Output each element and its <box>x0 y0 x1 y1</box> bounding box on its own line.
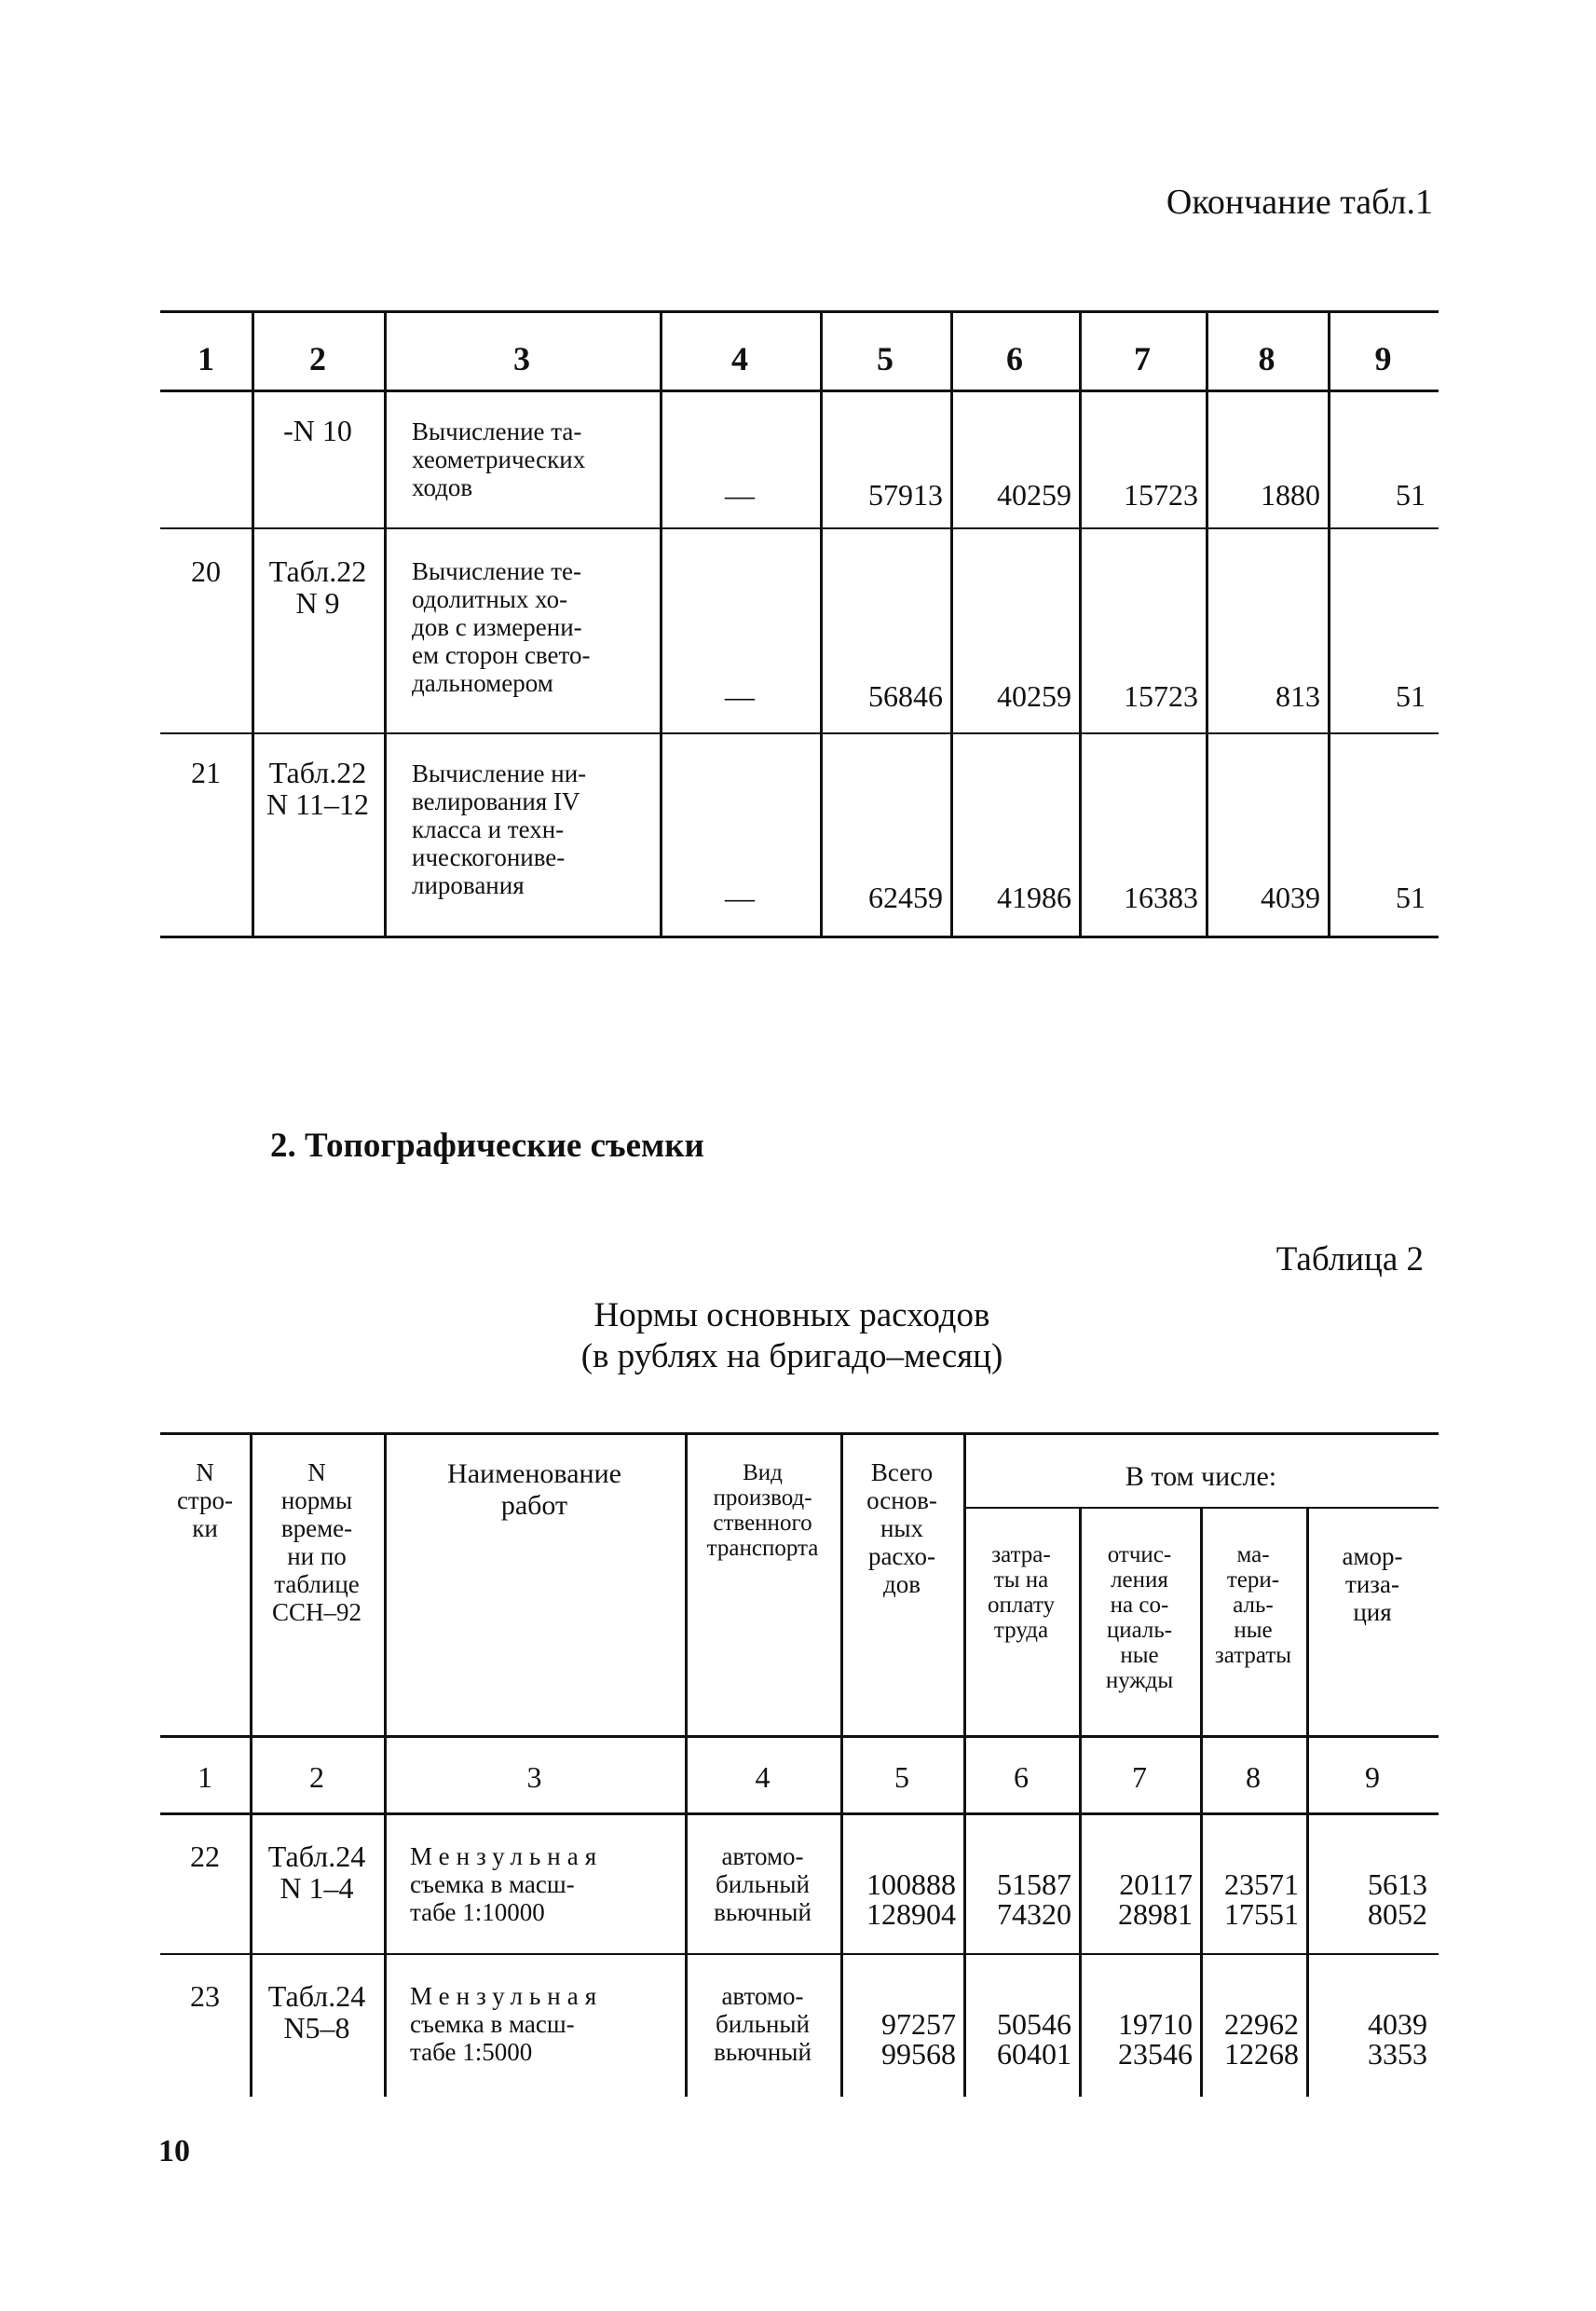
norm-reference: N 1–4 <box>280 1871 354 1905</box>
table-1-col-number: 4 <box>731 340 748 377</box>
total-expenses: 100888 <box>866 1867 956 1901</box>
row-number: 22 <box>190 1839 220 1873</box>
row-number: 21 <box>191 756 221 789</box>
header-line: транспорта <box>706 1536 819 1561</box>
header-line: ция <box>1353 1598 1392 1626</box>
table-1-col-number: 6 <box>1006 340 1023 377</box>
work-name-line: Вычисление ни- <box>412 759 587 787</box>
social-deductions: 15723 <box>1124 478 1198 512</box>
section-title: 2. Топографические съемки <box>270 1127 704 1165</box>
depreciation: 8052 <box>1368 1897 1427 1931</box>
material-costs: 4039 <box>1261 881 1320 914</box>
transport-type: — <box>725 881 755 914</box>
work-name-line: Мензульная <box>410 1982 604 2010</box>
header-line: ки <box>192 1514 218 1542</box>
table-1-col-rule <box>384 310 387 936</box>
work-name-line: съемка в масш- <box>410 2010 575 2038</box>
header-line: ССН–92 <box>271 1598 362 1626</box>
material-costs: 12268 <box>1224 2037 1299 2071</box>
table-1-col-rule <box>1328 310 1330 936</box>
header-line: Вид <box>743 1460 783 1485</box>
header-line: стро- <box>176 1486 234 1514</box>
work-name-line: хеометрических <box>412 445 586 473</box>
work-name-line: Мензульная <box>410 1842 604 1870</box>
total-expenses: 97257 <box>881 2007 956 2041</box>
material-costs: 22962 <box>1224 2007 1299 2041</box>
labor-cost: 41986 <box>997 881 1071 914</box>
depreciation: 4039 <box>1368 2007 1427 2041</box>
table-2-col-number-rule <box>160 1812 1439 1815</box>
total-expenses: 128904 <box>866 1897 956 1931</box>
header-line: нормы <box>280 1486 353 1514</box>
transport-type: вьючный <box>714 1898 812 1926</box>
norm-reference: Табл.24 <box>267 1839 366 1873</box>
table-1-col-rule <box>1079 310 1082 936</box>
header-material-costs <box>1200 1542 1306 1668</box>
norm-reference: Табл.22 <box>268 554 367 588</box>
header-line: Наименование <box>447 1458 621 1489</box>
table-title-line: Нормы основных расходов <box>593 1296 990 1334</box>
table-1-bottom-rule <box>160 936 1439 938</box>
header-line: основ- <box>866 1486 937 1514</box>
header-line: тиза- <box>1345 1570 1399 1598</box>
material-costs: 813 <box>1275 679 1320 713</box>
depreciation: 5613 <box>1368 1867 1427 1901</box>
transport-type: автомо- <box>721 1842 804 1870</box>
work-name-line: табе 1:10000 <box>410 1898 545 1926</box>
header-line: аль- <box>1233 1593 1274 1618</box>
header-line: ты на <box>993 1567 1049 1593</box>
header-line: ни по <box>287 1542 347 1570</box>
total-expenses: 62459 <box>868 881 943 914</box>
table-1-col-rule <box>950 310 953 936</box>
transport-type: бильный <box>715 1870 810 1898</box>
table-1-col-rule <box>820 310 823 936</box>
material-costs: 23571 <box>1224 1867 1299 1901</box>
work-name-line: дальномером <box>412 669 553 697</box>
work-name-line: ходов <box>412 473 473 501</box>
header-line: таблице <box>274 1570 360 1598</box>
labor-cost: 51587 <box>997 1867 1071 1901</box>
row-number: 20 <box>191 554 221 588</box>
header-line: дов <box>883 1570 921 1598</box>
header-total-expenses <box>840 1458 963 1598</box>
table-1-col-number: 2 <box>309 340 326 377</box>
table-1-col-number: 8 <box>1258 340 1275 377</box>
total-expenses: 57913 <box>868 478 943 512</box>
table-2-col-number: 2 <box>309 1760 324 1794</box>
table-1-col-number: 7 <box>1134 340 1151 377</box>
norm-reference: Табл.24 <box>267 1979 366 2013</box>
table-title <box>466 1295 1118 1377</box>
header-line: време- <box>280 1514 353 1542</box>
table-continuation-label: Окончание табл.1 <box>1166 183 1433 222</box>
transport-type: автомо- <box>721 1982 804 2010</box>
transport-type: — <box>725 478 755 512</box>
social-deductions: 19710 <box>1118 2007 1193 2041</box>
header-line: ма- <box>1236 1542 1270 1567</box>
header-work-name <box>384 1458 685 1522</box>
social-deductions: 15723 <box>1124 679 1198 713</box>
work-name-line: ем сторон свето- <box>412 641 591 669</box>
header-line: ных <box>880 1514 924 1542</box>
labor-cost: 40259 <box>997 679 1071 713</box>
table-1-col-number: 5 <box>877 340 893 377</box>
table-1-row-rule <box>160 527 1439 529</box>
norm-reference: N 11–12 <box>266 787 369 821</box>
header-depreciation <box>1306 1542 1439 1626</box>
table-1-header-rule <box>160 390 1439 392</box>
table-label: Таблица 2 <box>1275 1240 1424 1279</box>
header-line: расхо- <box>867 1542 936 1570</box>
work-name-line: Вычисление та- <box>412 417 582 445</box>
header-line: затраты <box>1214 1643 1292 1668</box>
header-line: ления <box>1111 1567 1168 1593</box>
labor-cost: 40259 <box>997 478 1071 512</box>
depreciation: 51 <box>1396 478 1425 512</box>
norm-reference: N 9 <box>295 586 340 620</box>
header-line: производ- <box>713 1485 812 1511</box>
work-name-line: дов с измерени- <box>412 613 582 641</box>
header-line: циаль- <box>1106 1618 1173 1643</box>
norm-reference: Табл.22 <box>268 756 367 789</box>
work-name-line: лирования <box>412 871 525 899</box>
work-name-line: велирования IV <box>412 787 580 815</box>
header-line: нужды <box>1105 1668 1174 1693</box>
header-line: ные <box>1234 1618 1273 1643</box>
table-2-col-number: 7 <box>1132 1760 1147 1794</box>
table-1-col-number: 1 <box>198 340 214 377</box>
table-2-col-number: 6 <box>1014 1760 1029 1794</box>
table-1-col-rule <box>660 310 662 936</box>
header-line: амор- <box>1342 1542 1403 1570</box>
header-line: ственного <box>713 1511 812 1536</box>
header-line: отчис- <box>1107 1542 1172 1567</box>
table-2-col-number: 8 <box>1246 1760 1261 1794</box>
header-line: труда <box>993 1618 1049 1643</box>
header-line: работ <box>500 1490 568 1521</box>
header-line: оплату <box>988 1593 1055 1618</box>
norm-reference: N5–8 <box>283 2011 350 2044</box>
transport-type: бильный <box>715 2010 810 2038</box>
labor-cost: 50546 <box>997 2007 1071 2041</box>
header-line: тери- <box>1226 1567 1280 1593</box>
work-name-line: одолитных хо- <box>412 585 568 613</box>
transport-type: вьючный <box>714 2038 812 2066</box>
table-1-col-number: 3 <box>513 340 530 377</box>
table-2-col-number: 4 <box>755 1760 771 1794</box>
header-row-number <box>160 1458 250 1542</box>
table-title-line: (в рублях на бригадо–месяц) <box>580 1337 1003 1375</box>
labor-cost: 74320 <box>997 1897 1071 1931</box>
total-expenses: 99568 <box>881 2037 956 2071</box>
row-number: 23 <box>190 1979 220 2013</box>
header-line: N <box>307 1458 326 1486</box>
social-deductions: 20117 <box>1119 1867 1193 1901</box>
table-1-col-rule <box>1206 310 1208 936</box>
table-2-header-rule <box>160 1735 1439 1738</box>
header-line: на со- <box>1110 1593 1169 1618</box>
social-deductions: 28981 <box>1118 1897 1193 1931</box>
header-line: затра- <box>991 1542 1051 1567</box>
work-name-line: ическогониве- <box>412 843 566 871</box>
norm-reference: -N 10 <box>283 414 352 447</box>
work-name-line: съемка в масш- <box>410 1870 575 1898</box>
work-name-line: Вычисление те- <box>412 557 582 585</box>
header-labor-cost <box>963 1542 1079 1643</box>
table-1-row-rule <box>160 732 1439 734</box>
page-number: 10 <box>158 2134 190 2168</box>
depreciation: 51 <box>1396 679 1425 713</box>
table-2-row-rule <box>160 1953 1439 1955</box>
work-name-line: класса и техн- <box>412 815 565 843</box>
material-costs: 17551 <box>1224 1897 1299 1931</box>
depreciation: 3353 <box>1368 2037 1427 2071</box>
header-line: Всего <box>870 1458 934 1486</box>
header-line: N <box>196 1458 214 1486</box>
depreciation: 51 <box>1396 881 1425 914</box>
table-2-col-number: 9 <box>1365 1760 1380 1794</box>
transport-type: — <box>725 679 755 713</box>
header-transport-type <box>685 1460 840 1561</box>
social-deductions: 23546 <box>1118 2037 1193 2071</box>
table-2-col-number: 3 <box>526 1760 542 1794</box>
table-1-col-number: 9 <box>1374 340 1392 377</box>
total-expenses: 56846 <box>868 679 943 713</box>
header-social-deductions <box>1079 1542 1200 1693</box>
table-1-col-rule <box>252 310 254 936</box>
material-costs: 1880 <box>1261 478 1320 512</box>
table-1-top-rule <box>160 310 1439 313</box>
header-group-including: В том числе: <box>1125 1461 1277 1492</box>
header-line: ные <box>1120 1643 1159 1668</box>
social-deductions: 16383 <box>1124 881 1198 914</box>
table-2-top-rule <box>160 1432 1439 1435</box>
work-name-line: табе 1:5000 <box>410 2038 533 2066</box>
header-norm-reference <box>250 1458 384 1626</box>
labor-cost: 60401 <box>997 2037 1071 2071</box>
table-2-col-number: 5 <box>894 1760 909 1794</box>
table-2-col-number: 1 <box>198 1760 212 1794</box>
